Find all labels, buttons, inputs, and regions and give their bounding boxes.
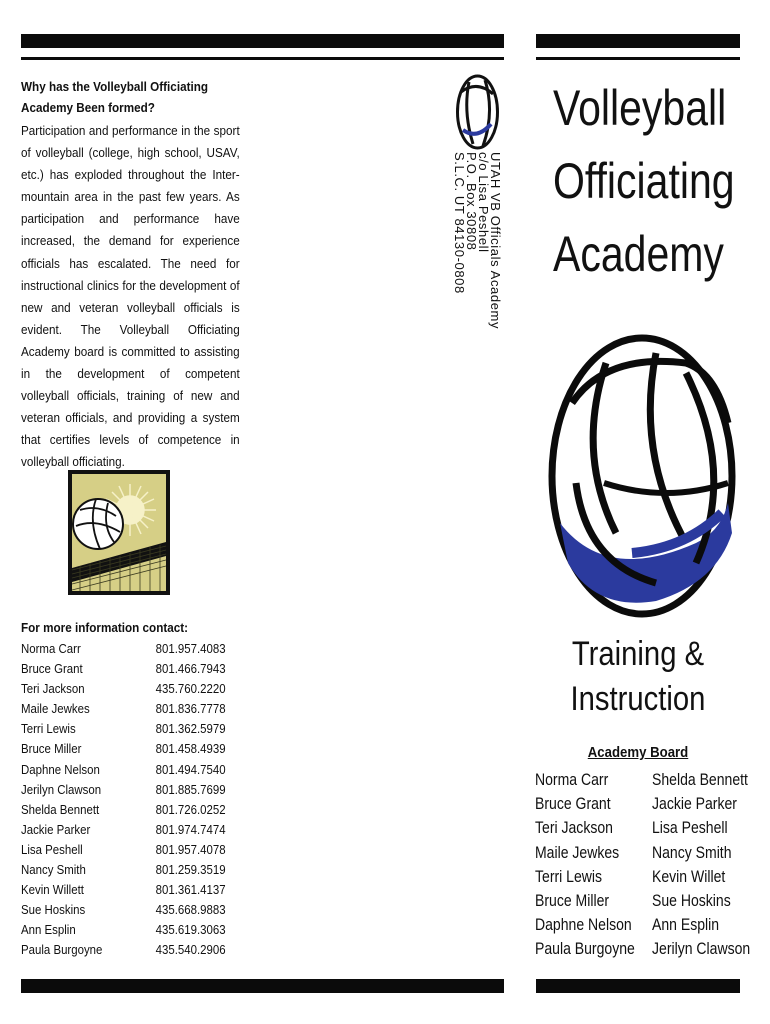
contact-heading: For more information contact:: [21, 620, 189, 635]
cover-title-line: Academy: [553, 226, 724, 282]
contact-name: Maile Jewkes: [21, 701, 90, 717]
board-member: Teri Jackson: [535, 819, 613, 838]
contact-phone: 801.458.4939: [155, 741, 226, 757]
board-member: Daphne Nelson: [535, 916, 632, 935]
address-line: UTAH VB Officials Academy: [488, 152, 503, 330]
contact-row: [21, 739, 237, 759]
contact-list: [21, 639, 236, 961]
board-member: Terri Lewis: [535, 867, 603, 886]
volleyball-net-clipart: [68, 470, 170, 595]
board-member: Jackie Parker: [652, 795, 737, 814]
contact-phone: 801.726.0252: [155, 801, 226, 817]
contact-phone: 801.259.3519: [155, 862, 226, 878]
board-member: Jerilyn Clawson: [652, 940, 751, 959]
board-member: Nancy Smith: [652, 843, 732, 862]
contact-row: [21, 679, 237, 699]
contact-row: [21, 699, 237, 719]
board-column-right: [652, 768, 750, 962]
contact-name: Kevin Willett: [21, 882, 84, 898]
contact-phone: 435.540.2906: [155, 942, 226, 958]
contact-name: Daphne Nelson: [21, 761, 100, 777]
contact-phone: 435.619.3063: [155, 922, 226, 938]
address-line: S.L.C. UT 84130-0808: [452, 152, 467, 294]
contact-row: [21, 820, 237, 840]
contact-row: [21, 880, 237, 900]
contact-phone: 435.668.9883: [155, 902, 226, 918]
top-right-rule: [536, 57, 740, 60]
contact-name: Norma Carr: [21, 641, 81, 656]
board-member: Maile Jewkes: [535, 843, 620, 862]
board-member: Ann Esplin: [652, 916, 720, 935]
cover-subtitle: [550, 632, 725, 722]
board-member: Paula Burgoyne: [535, 940, 635, 959]
volleyball-logo-icon: [455, 72, 500, 152]
lead-title: Why has the Volleyball Officiating Academy Been formed?: [21, 79, 209, 115]
cover-title: [553, 72, 735, 291]
contact-row: [21, 860, 237, 880]
contact-row: [21, 920, 237, 940]
address-line: P.O. Box 30808: [464, 152, 479, 251]
contact-phone: 801.494.7540: [155, 761, 226, 777]
address-line: c/o Lisa Peshell: [476, 152, 491, 253]
contact-phone: 801.361.4137: [155, 882, 226, 898]
contact-row: [21, 659, 237, 679]
cover-subtitle-line: Training &: [571, 635, 705, 673]
board-column-left: [535, 768, 635, 962]
contact-row: [21, 800, 237, 820]
contact-row: [21, 719, 237, 739]
volleyball-logo-icon: [546, 333, 738, 619]
top-left-bar: [21, 34, 504, 48]
contact-name: Sue Hoskins: [21, 902, 86, 918]
board-member: Kevin Willet: [652, 867, 726, 886]
contact-name: Jackie Parker: [21, 821, 91, 837]
contact-phone: 801.885.7699: [155, 781, 226, 797]
contact-name: Paula Burgoyne: [21, 942, 103, 958]
contact-name: Nancy Smith: [21, 862, 86, 878]
bottom-right-bar: [536, 979, 740, 993]
contact-row: [21, 780, 237, 800]
board-member: Norma Carr: [535, 771, 609, 789]
contact-row: [21, 840, 237, 860]
contact-row: [21, 900, 237, 920]
contact-phone: 801.836.7778: [155, 701, 226, 717]
top-right-bar: [536, 34, 740, 48]
contact-name: Terri Lewis: [21, 721, 76, 737]
contact-name: Shelda Bennett: [21, 801, 100, 817]
contact-row: [21, 639, 237, 659]
contact-name: Ann Esplin: [21, 922, 76, 938]
contact-phone: 801.957.4083: [155, 641, 226, 656]
board-member: Sue Hoskins: [652, 892, 731, 911]
board-member: Lisa Peshell: [652, 819, 728, 838]
bottom-left-bar: [21, 979, 504, 993]
top-left-rule: [21, 57, 504, 60]
contact-phone: 801.466.7943: [155, 661, 226, 677]
contact-phone: 801.974.7474: [155, 821, 226, 837]
board-heading: Academy Board: [587, 744, 689, 761]
board-member: Shelda Bennett: [652, 771, 748, 789]
contact-name: Jerilyn Clawson: [21, 781, 102, 797]
cover-subtitle-line: Instruction: [570, 680, 706, 718]
contact-row: [21, 940, 237, 960]
contact-phone: 801.957.4078: [155, 841, 226, 857]
contact-phone: 801.362.5979: [155, 721, 226, 737]
mailing-address: [453, 152, 501, 357]
contact-name: Bruce Grant: [21, 661, 83, 677]
contact-name: Bruce Miller: [21, 741, 82, 757]
cover-title-line: Officiating: [553, 153, 735, 209]
intro-paragraph: Participation and performance in the sport of volleyball (college, high school, USAV, etc.) has exploded throughout the Inter-mountain area in the past few years. As participation and performance have increased, the demand for experience officials has escalated. The need for instructional clinics for the development of new and veteran volleyball officials is evident. The Volleyball Officiating Academy board is committed to assisting in the development of competent volleyball officials, training of new and veteran officials, and providing a system that certifies levels of competence in volleyball officiating.: [21, 123, 240, 470]
cover-title-line: Volleyball: [553, 80, 727, 136]
contact-name: Teri Jackson: [21, 681, 85, 697]
board-member: Bruce Grant: [535, 795, 611, 814]
board-member: Bruce Miller: [535, 892, 610, 911]
contact-phone: 435.760.2220: [155, 681, 226, 697]
contact-name: Lisa Peshell: [21, 841, 83, 857]
contact-row: [21, 760, 237, 780]
